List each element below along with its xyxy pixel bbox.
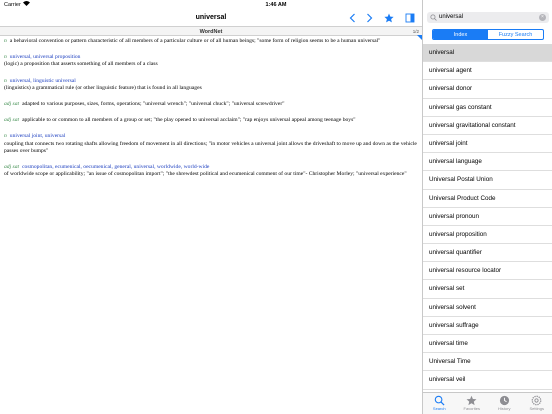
tab-label: Settings bbox=[529, 406, 544, 411]
search-mode-control bbox=[432, 29, 544, 40]
definition-entry bbox=[4, 54, 418, 68]
result-row[interactable]: universal time bbox=[423, 335, 552, 353]
result-row[interactable]: universal resource locator bbox=[423, 262, 552, 280]
definition-gloss: of worldwide scope or applicability; "an issue of cosmopolitan import"; "the shrewdest political and ecumenical comment of our time"- Christopher Morley; "universal experience" bbox=[4, 171, 407, 178]
definition-entry bbox=[4, 133, 418, 155]
part-of-speech: adj sat bbox=[4, 164, 20, 171]
definition-gloss: applicable to or common to all members of a group or set; "the play opened to universal acclaim"; "rap enjoys universal appeal among teenage boys" bbox=[22, 117, 356, 124]
status-time: 1:46 AM bbox=[265, 2, 287, 8]
result-row[interactable]: universal language bbox=[423, 153, 552, 171]
favorite-star-icon[interactable] bbox=[384, 13, 394, 23]
carrier-label: Carrier bbox=[4, 2, 21, 8]
definition-entry bbox=[4, 78, 418, 92]
definition-gloss: coupling that connects two rotating shafts allowing freedom of movement in all directions; "in motor vehicles a universal joint allows the driveshaft to move up and down as the vehicle passes over bumps" bbox=[4, 140, 417, 154]
part-of-speech: n bbox=[4, 38, 7, 44]
synonym-list[interactable]: universal, linguistic universal bbox=[9, 77, 76, 84]
tab-bar bbox=[423, 392, 552, 414]
definition-entry bbox=[4, 38, 418, 45]
tab-label: History bbox=[498, 406, 511, 411]
search-bar bbox=[427, 12, 549, 23]
synonym-list[interactable]: universal joint, universal bbox=[9, 133, 66, 140]
definition-entry bbox=[4, 164, 418, 178]
result-row[interactable]: universal donor bbox=[423, 80, 552, 98]
index-segment[interactable]: Index bbox=[433, 30, 488, 39]
result-row[interactable]: universal gas constant bbox=[423, 99, 552, 117]
clear-icon[interactable]: × bbox=[539, 14, 546, 21]
search-tab-icon bbox=[434, 395, 445, 406]
result-row[interactable]: universal bbox=[423, 44, 552, 62]
gear-tab-icon bbox=[531, 395, 542, 406]
result-row[interactable]: Universal Product Code bbox=[423, 190, 552, 208]
result-row[interactable]: universal agent bbox=[423, 62, 552, 80]
part-of-speech: n bbox=[4, 54, 7, 61]
result-row[interactable]: universal suffrage bbox=[423, 317, 552, 335]
result-row[interactable]: Universal Postal Union bbox=[423, 171, 552, 189]
definition-content bbox=[4, 38, 418, 187]
page-indicator: 1/2 bbox=[412, 29, 419, 34]
part-of-speech: n bbox=[4, 133, 7, 140]
definition-entry bbox=[4, 101, 418, 108]
result-row[interactable]: Universal Time bbox=[423, 353, 552, 371]
result-row[interactable]: universal pronoun bbox=[423, 208, 552, 226]
results-list bbox=[423, 44, 552, 390]
result-row[interactable]: universal joint bbox=[423, 135, 552, 153]
source-header bbox=[0, 26, 422, 36]
synonym-list[interactable]: universal, universal proposition bbox=[9, 54, 81, 61]
result-row[interactable]: universal quantifier bbox=[423, 244, 552, 262]
page-title: universal bbox=[195, 14, 227, 21]
sidebar-toggle-icon[interactable] bbox=[405, 13, 415, 23]
tab-label: Favorites bbox=[463, 406, 480, 411]
result-row[interactable]: universal proposition bbox=[423, 226, 552, 244]
tab-search[interactable] bbox=[423, 393, 456, 414]
result-row[interactable]: universal gravitational constant bbox=[423, 117, 552, 135]
search-icon bbox=[430, 14, 437, 21]
definition-entry bbox=[4, 117, 418, 124]
nav-bar bbox=[0, 10, 422, 26]
source-title: WordNet bbox=[199, 29, 223, 35]
search-input[interactable] bbox=[439, 12, 539, 23]
definition-gloss: a behavioral convention or pattern characteristic of all members of a particular culture or of all human beings; "some form of religion seems to be a human universal" bbox=[9, 38, 381, 44]
part-of-speech: adj sat bbox=[4, 117, 20, 124]
clock-tab-icon bbox=[499, 395, 510, 406]
synonym-list[interactable]: cosmopolitan, ecumenical, oecumenical, general, universal, worldwide, world-wide bbox=[22, 164, 210, 171]
fuzzy-search-segment[interactable]: Fuzzy Search bbox=[498, 32, 533, 38]
back-chevron-icon[interactable] bbox=[348, 13, 358, 23]
result-row[interactable]: universal set bbox=[423, 280, 552, 298]
tab-label: Search bbox=[432, 406, 446, 411]
definition-gloss: (linguistics) a grammatical rule (or other linguistic feature) that is found in all languages bbox=[4, 84, 202, 91]
tab-history[interactable] bbox=[488, 393, 521, 414]
tab-settings[interactable] bbox=[521, 393, 552, 414]
tab-favorites[interactable] bbox=[456, 393, 489, 414]
forward-chevron-icon[interactable] bbox=[364, 13, 374, 23]
definition-gloss: adapted to various purposes, sizes, forms, operations; "universal wrench"; "universal chuck"; "universal screwdriver" bbox=[22, 101, 285, 108]
part-of-speech: n bbox=[4, 77, 7, 84]
result-row[interactable]: universal solvent bbox=[423, 299, 552, 317]
index-pane bbox=[422, 0, 552, 414]
definition-gloss: (logic) a proposition that asserts something of all members of a class bbox=[4, 61, 158, 68]
star-tab-icon bbox=[466, 395, 477, 406]
result-row[interactable]: universal veil bbox=[423, 371, 552, 389]
part-of-speech: adj sat bbox=[4, 101, 20, 108]
